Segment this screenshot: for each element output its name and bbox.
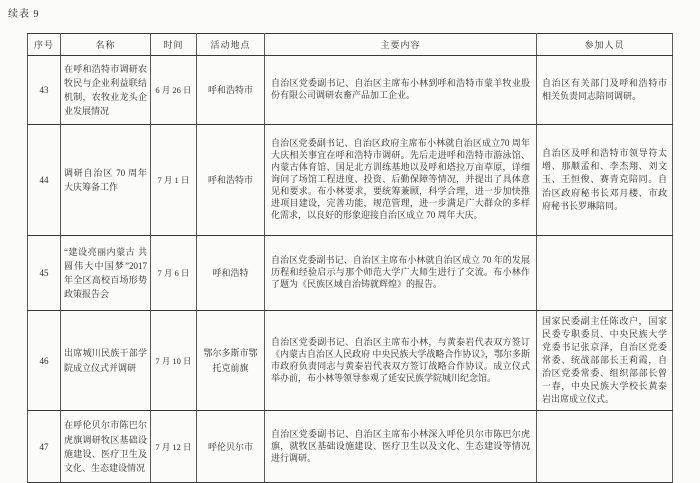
table-row — [28, 56, 673, 125]
row-number: 45 — [28, 236, 61, 311]
column-header-content: 主要内容 — [265, 34, 537, 56]
activity-participants: 自治区及呼和浩特市领导符太增、那顺孟和、李杰翔、刘文玉、王恒俊、赛青克陪同。自治区政府秘书长邓月楼、市政府秘书长罗琳陪同。 — [537, 125, 673, 236]
activity-content: 自治区党委副书记、自治区主席布小林深入呼伦贝尔市陈巴尔虎旗，就牧区基础设施建设、医疗卫生以及文化、生态建设等情况进行调研。 — [265, 411, 537, 483]
activity-participants — [537, 236, 673, 311]
table-row — [28, 311, 673, 411]
column-header-time: 时间 — [151, 34, 197, 56]
schedule-table — [27, 33, 673, 483]
activity-time: 6 月 26 日 — [151, 56, 197, 125]
activity-time: 7 月 1 日 — [151, 125, 197, 236]
activity-name: 在呼和浩特市调研农牧民与企业利益联结机制，农牧业龙头企业发展情况 — [61, 56, 151, 125]
activity-content: 自治区党委副书记、自治区主席布小林到呼和浩特市蒙羊牧业股份有限公司调研农畜产品加工企业。 — [265, 56, 537, 125]
activity-name: 调研自治区 70 周年大庆筹备工作 — [61, 125, 151, 236]
activity-time: 7 月 6 日 — [151, 236, 197, 311]
activity-place: 呼和浩特市 — [197, 125, 265, 236]
activity-name: 出席城川民族干部学院成立仪式并调研 — [61, 311, 151, 411]
activity-participants — [537, 411, 673, 483]
column-header-place: 活动地点 — [197, 34, 265, 56]
activity-participants: 自治区有关部门及呼和浩特市相关负责同志陪同调研。 — [537, 56, 673, 125]
activity-time: 7 月 10 日 — [151, 311, 197, 411]
activity-place: 呼和浩特市 — [197, 56, 265, 125]
activity-place: 呼和浩特 — [197, 236, 265, 311]
activity-place: 呼伦贝尔市 — [197, 411, 265, 483]
activity-content: 自治区党委副书记、自治区政府主席布小林就自治区成立70 周年大庆相关事宜在呼和浩特市调研。先后走进呼和浩特市游泳馆、内蒙古体育馆、国足北方训练基地以及呼和塔拉万亩草原，详细询问了场馆工程进度、投资、后勤保障等情况，并提出了具体意见和要求。布小林要求，要统筹兼顾，科学合理，进一步加快推进项目建设，完善功能，规范管理，进一步满足广大群众的多样化需求，以良好的形象迎接自治区成立 70 周年大庆。 — [265, 125, 537, 236]
activity-content: 自治区党委副书记、自治区主席布小林，与黄泰岩代表双方签订《内蒙古自治区人民政府 中央民族大学战略合作协议》，鄂尔多斯市政府负责同志与黄泰岩代表双方签订战略合作协议。成立仪式举办前，布小林等领导参观了延安民族学院城川纪念馆。 — [265, 311, 537, 411]
page-title: 续表 9 — [8, 9, 40, 20]
activity-content: 自治区党委副书记、自治区主席布小林就自治区成立 70 年的发展历程和经验启示与那个师范大学广大师生进行了交流。布小林作了题为《民族区域自治铸就辉煌》的报告。 — [265, 236, 537, 311]
table-row — [28, 125, 673, 236]
table-row — [28, 411, 673, 483]
activity-time: 7 月 12 日 — [151, 411, 197, 483]
column-header-name: 名称 — [61, 34, 151, 56]
activity-place: 鄂尔多斯市鄂托克前旗 — [197, 311, 265, 411]
column-header-no: 序号 — [28, 34, 61, 56]
table-header-row — [28, 34, 673, 56]
activity-name: 在呼伦贝尔市陈巴尔虎旗调研牧区基础设施建设、医疗卫生及文化、生态建设情况 — [61, 411, 151, 483]
table-row — [28, 236, 673, 311]
row-number: 44 — [28, 125, 61, 236]
row-number: 47 — [28, 411, 61, 483]
row-number: 46 — [28, 311, 61, 411]
activity-name: “建设亮丽内蒙古 共圆伟大中国梦”2017 年全区高校百场形势政策报告会 — [61, 236, 151, 311]
row-number: 43 — [28, 56, 61, 125]
activity-participants: 国家民委副主任陈改户，国家民委专职委员、中央民族大学党委书记张京泽，自治区党委常委、统战部部长王莉霞，自治区党委常委、组织部部长曾一春，中央民族大学校长黄泰岩出席成立仪式。 — [537, 311, 673, 411]
column-header-participants: 参加人员 — [537, 34, 673, 56]
